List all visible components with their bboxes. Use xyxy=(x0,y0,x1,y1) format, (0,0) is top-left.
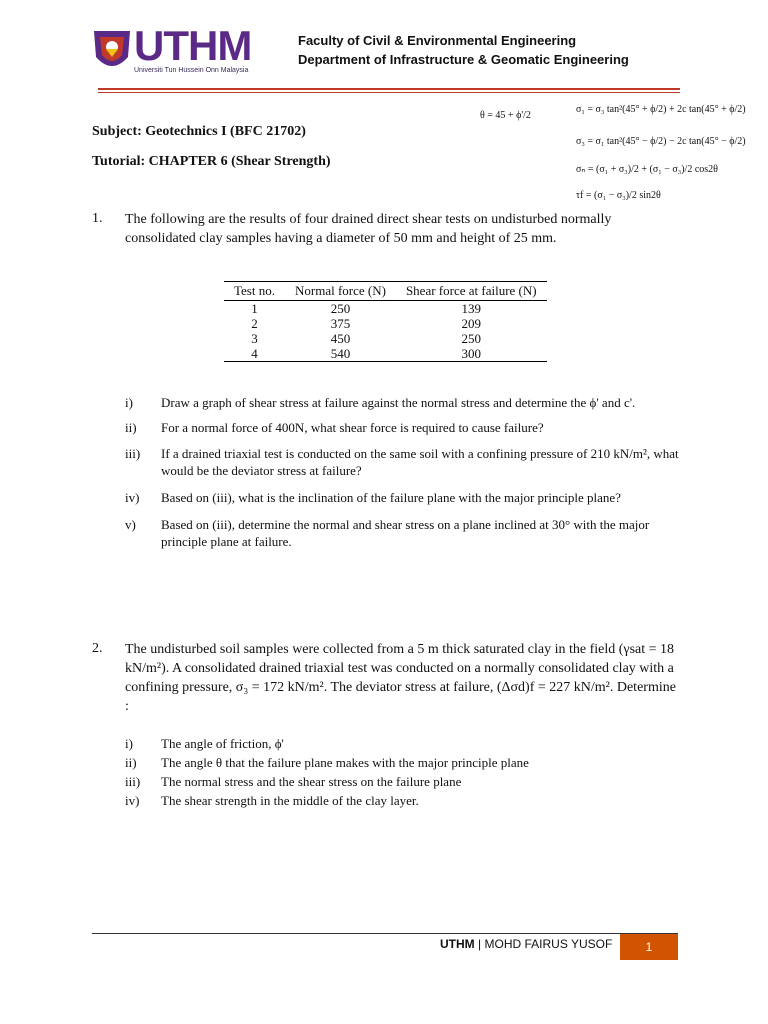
table-row xyxy=(224,331,547,346)
item-number: iv) xyxy=(125,793,140,808)
item-text: Based on (iii), determine the normal and shear stress on a plane inclined at 30° with the major principle plane at failure. xyxy=(161,517,650,549)
formula-theta: θ = 45 + ϕ'/2 xyxy=(480,110,531,121)
table-cell: 139 xyxy=(461,301,482,316)
department-name: Department of Infrastructure & Geomatic Engineering xyxy=(298,52,629,67)
table-cell: 4 xyxy=(224,346,285,362)
item-number: i) xyxy=(125,395,133,410)
logo-subtitle: Universiti Tun Hussein Onn Malaysia xyxy=(134,67,249,74)
table-header-row xyxy=(224,282,547,301)
table-cell: 3 xyxy=(251,331,258,346)
question-2-text: The undisturbed soil samples were collected from a 5 m thick saturated clay in the field (γsat = 18 kN/m²). A consolidated drained triaxial test was conducted on a normally consolidated clay with a confining pressure, σ₃ = 172 kN/m². The deviator stress at failure, (Δσd)f = 227 kN/m². Determine : xyxy=(125,642,676,714)
item-number: iii) xyxy=(125,446,141,461)
item-number: v) xyxy=(125,517,136,532)
uthm-crest-icon xyxy=(92,27,132,77)
footer-divider xyxy=(92,933,678,934)
subject-title: Subject: Geotechnics I (BFC 21702) xyxy=(92,124,306,139)
item-number: ii) xyxy=(125,420,137,435)
formula-tauf: τf = (σ₁ − σ₃)/2 sin2θ xyxy=(576,190,661,201)
faculty-name: Faculty of Civil & Environmental Engineering xyxy=(298,33,577,48)
faculty-heading xyxy=(298,31,629,69)
table-row xyxy=(224,346,547,362)
item-number: iv) xyxy=(125,490,140,505)
table-header: Normal force (N) xyxy=(285,282,396,301)
table-cell: 250 xyxy=(461,331,482,346)
table-cell: 2 xyxy=(251,316,258,331)
item-text: The angle of friction, ϕ' xyxy=(161,736,284,751)
item-text: The normal stress and the shear stress on the failure plane xyxy=(161,774,462,789)
table-cell: 450 xyxy=(330,331,351,346)
header-divider xyxy=(98,88,680,90)
item-number: i) xyxy=(125,736,133,751)
footer-separator: | xyxy=(478,937,482,951)
page-number-badge: 1 xyxy=(620,934,678,960)
table-cell: 1 xyxy=(251,301,258,316)
table-cell: 300 xyxy=(396,346,547,362)
table-header: Test no. xyxy=(224,282,285,301)
question-2-number: 2. xyxy=(92,641,103,656)
footer-credit xyxy=(440,937,612,951)
item-text: Draw a graph of shear stress at failure against the normal stress and determine the ϕ' and c'. xyxy=(161,395,636,410)
table-row xyxy=(224,316,547,331)
table-cell: 540 xyxy=(285,346,396,362)
item-text: If a drained triaxial test is conducted on the same soil with a confining pressure of 210 kN/m², what would be the deviator stress at failure? xyxy=(161,446,679,478)
footer-org: UTHM xyxy=(440,937,475,951)
question-1-text: The following are the results of four drained direct shear tests on undisturbed normally consolidated clay samples having a diameter of 50 mm and height of 25 mm. xyxy=(125,212,612,246)
table-cell: 375 xyxy=(330,316,351,331)
formula-sigma3: σ₃ = σ₁ tan²(45° − ϕ/2) − 2c tan(45° − ϕ/2) xyxy=(576,136,746,147)
shear-test-table xyxy=(224,281,547,362)
formula-sigma1: σ₁ = σ₃ tan²(45° + ϕ/2) + 2c tan(45° + ϕ/2) xyxy=(576,104,746,115)
footer-author: MOHD FAIRUS YUSOF xyxy=(484,937,613,951)
item-text: The angle θ that the failure plane makes with the major principle plane xyxy=(161,755,529,770)
item-text: Based on (iii), what is the inclination of the failure plane with the major principle plane? xyxy=(161,490,621,505)
item-number: iii) xyxy=(125,774,141,789)
table-cell: 250 xyxy=(330,301,351,316)
table-cell: 209 xyxy=(461,316,482,331)
logo-text: UTHM xyxy=(134,22,252,69)
header-divider-thin xyxy=(98,92,680,93)
tutorial-title: Tutorial: CHAPTER 6 (Shear Strength) xyxy=(92,154,331,169)
table-header: Shear force at failure (N) xyxy=(396,282,547,301)
table-row xyxy=(224,301,547,317)
item-text: For a normal force of 400N, what shear force is required to cause failure? xyxy=(161,420,544,435)
item-number: ii) xyxy=(125,755,137,770)
formula-sigman: σₙ = (σ₁ + σ₃)/2 + (σ₁ − σ₃)/2 cos2θ xyxy=(576,164,718,175)
question-1-number: 1. xyxy=(92,211,103,226)
item-text: The shear strength in the middle of the clay layer. xyxy=(161,793,419,808)
